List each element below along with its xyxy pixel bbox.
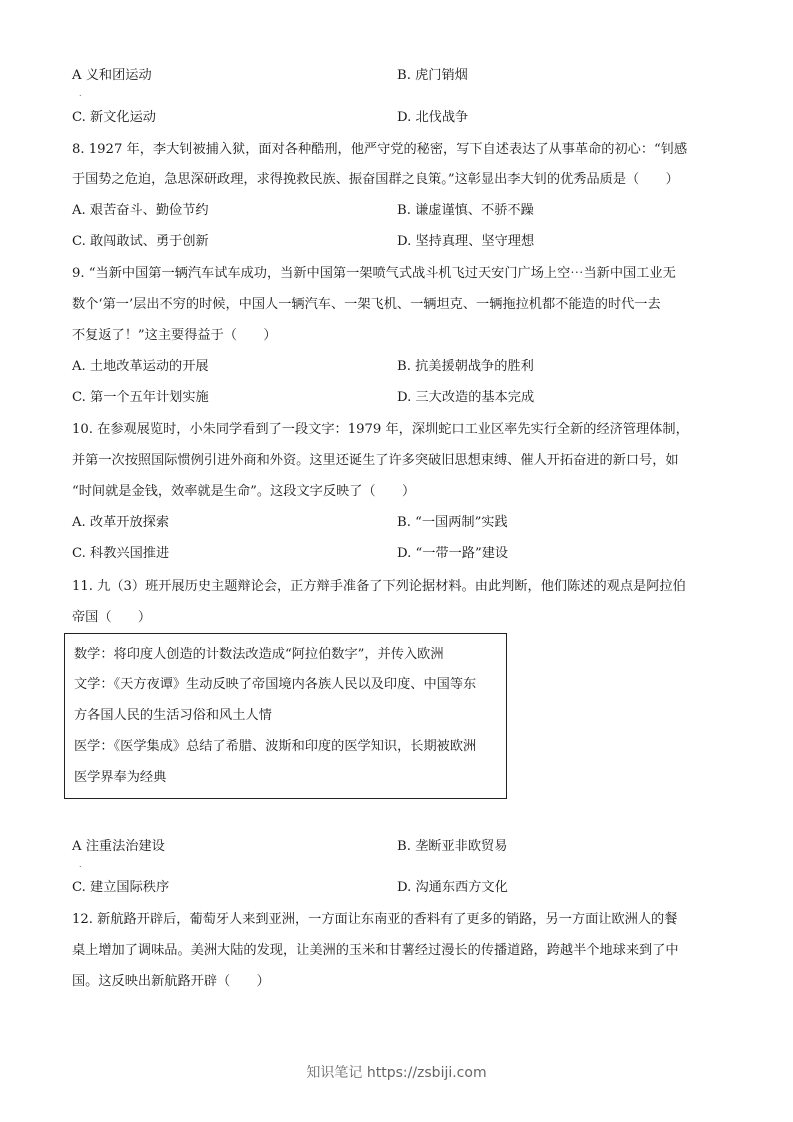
q8-stem-line: 8. 1927 年，李大钊被捕入狱，面对各种酷刑，他严守党的秘密，写下自述表达了从事革命的初心：“钊感 [72,142,688,157]
q10-stem-line: “时间就是金钱，效率就是生命”。这段文字反映了（ ） [72,484,416,499]
q10-option-b: B. “一国两制”实践 [397,515,508,530]
scan-dot: . [79,89,82,98]
q8-option-a: A. 艰苦奋斗、勤俭节约 [72,203,209,218]
material-line: 方各国人民的生活习俗和风土人情 [74,708,272,723]
q9-option-d: D. 三大改造的基本完成 [397,390,535,405]
q7-option-a: A 义和团运动 [72,68,152,83]
q8-option-c: C. 敢闯敢试、勇于创新 [72,234,209,249]
q11-option-a: A 注重法治建设 [72,839,165,854]
q7-option-c: C. 新文化运动 [72,110,156,125]
q10-stem-line: 10. 在参观展览时，小朱同学看到了一段文字：1979 年，深圳蛇口工业区率先实行全新的经济管理体制， [72,422,689,437]
scan-dot: . [79,860,82,869]
q12-stem-line: 国。这反映出新航路开辟（ ） [72,974,270,989]
material-line: 医学界奉为经典 [74,770,167,785]
q10-option-a: A. 改革开放探索 [72,515,170,530]
q9-option-b: B. 抗美援朝战争的胜利 [397,359,534,374]
q11-option-d: D. 沟通东西方文化 [397,880,508,895]
q8-stem-line: 于国势之危迫，急思深研政理，求得挽救民族、振奋国群之良策。”这彰显出李大钊的优秀品质是（ ） [72,172,679,187]
q7-option-b: B. 虎门销烟 [397,68,468,83]
q9-stem-line: 9. “当新中国第一辆汽车试车成功，当新中国第一架喷气式战斗机飞过天安门广场上空⋯当新中国工业无 [72,266,676,281]
q10-option-c: C. 科教兴国推进 [72,546,170,561]
q9-stem-line: 不复返了！”这主要得益于（ ） [72,328,277,343]
material-line: 文学：《天方夜谭》生动反映了帝国境内各族人民以及印度、中国等东 [74,677,477,692]
q8-option-b: B. 谦虚谨慎、不骄不躁 [397,203,534,218]
material-line: 数学：将印度人创造的计数法改造成“阿拉伯数字”，并传入欧洲 [74,647,444,662]
footer-watermark: 知识笔记 https://zsbiji.com [306,1065,487,1081]
q12-stem-line: 12. 新航路开辟后，葡萄牙人来到亚洲，一方面让东南亚的香料有了更多的销路，另一方面让欧洲人的餐 [72,912,678,927]
q11-stem-line: 11. 九（3）班开展历史主题辩论会，正方辩手准备了下列论据材料。由此判断，他们陈述的观点是阿拉伯 [72,579,686,594]
material-box [64,633,507,799]
q11-option-c: C. 建立国际秩序 [72,880,170,895]
q10-option-d: D. “一带一路”建设 [397,546,509,561]
q11-option-b: B. 垄断亚非欧贸易 [397,839,508,854]
q10-stem-line: 并第一次按照国际惯例引进外商和外资。这里还诞生了许多突破旧思想束缚、催人开拓奋进的新口号，如 [72,453,679,468]
q7-option-d: D. 北伐战争 [397,110,469,125]
q9-stem-line: 数个‘第一’层出不穷的时候，中国人一辆汽车、一架飞机、一辆坦克、一辆拖拉机都不能造的时代一去 [72,297,661,312]
q9-option-c: C. 第一个五年计划实施 [72,390,209,405]
q8-option-d: D. 坚持真理、坚守理想 [397,234,535,249]
q11-stem-line: 帝国（ ） [72,610,152,625]
material-line: 医学：《医学集成》总结了希腊、波斯和印度的医学知识，长期被欧洲 [74,739,477,754]
q9-option-a: A. 土地改革运动的开展 [72,359,209,374]
q12-stem-line: 桌上增加了调味品。美洲大陆的发现，让美洲的玉米和甘薯经过漫长的传播道路，跨越半个地球来到了中 [72,943,679,958]
